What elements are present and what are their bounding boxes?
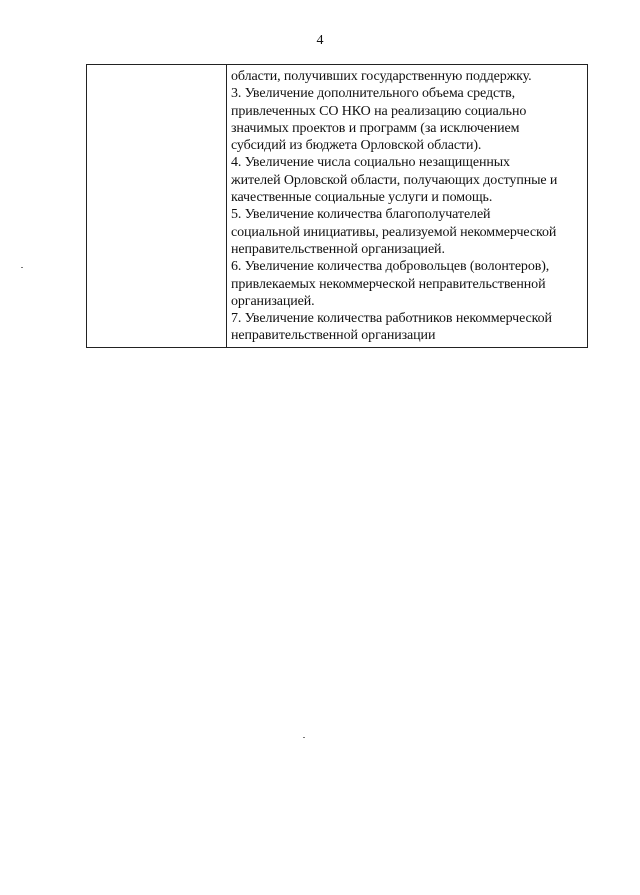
text-line: 3. Увеличение дополнительного объема средств,	[231, 86, 516, 102]
document-table	[86, 64, 588, 348]
text-line: области, получивших государственную поддержку.	[231, 69, 532, 84]
table-cell-empty	[87, 65, 227, 348]
text-line: субсидий из бюджета Орловской области).	[231, 138, 482, 154]
text-line: жителей Орловской области, получающих доступные и	[231, 172, 558, 188]
text-line: неправительственной организации	[231, 328, 436, 344]
text-line: 5. Увеличение количества благополучателей	[231, 207, 491, 223]
table-cell-indicators	[227, 65, 588, 348]
text-line: 4. Увеличение числа социально незащищенных	[231, 155, 510, 171]
page-number: 4	[316, 33, 324, 48]
text-line: организацией.	[231, 293, 315, 309]
text-line: привлекаемых некоммерческой неправительственной	[231, 276, 546, 292]
text-line: привлеченных СО НКО на реализацию социально	[231, 103, 527, 119]
text-line: 6. Увеличение количества добровольцев (волонтеров),	[231, 259, 550, 275]
scan-speck	[303, 737, 305, 738]
text-line: качественные социальные услуги и помощь.	[231, 190, 493, 206]
table-row	[87, 65, 588, 348]
text-line: социальной инициативы, реализуемой некоммерческой	[231, 224, 557, 240]
text-line: значимых проектов и программ (за исключением	[231, 120, 520, 136]
text-line: 7. Увеличение количества работников некоммерческой	[231, 311, 552, 327]
text-line: неправительственной организацией.	[231, 241, 445, 257]
scan-speck	[21, 267, 23, 268]
